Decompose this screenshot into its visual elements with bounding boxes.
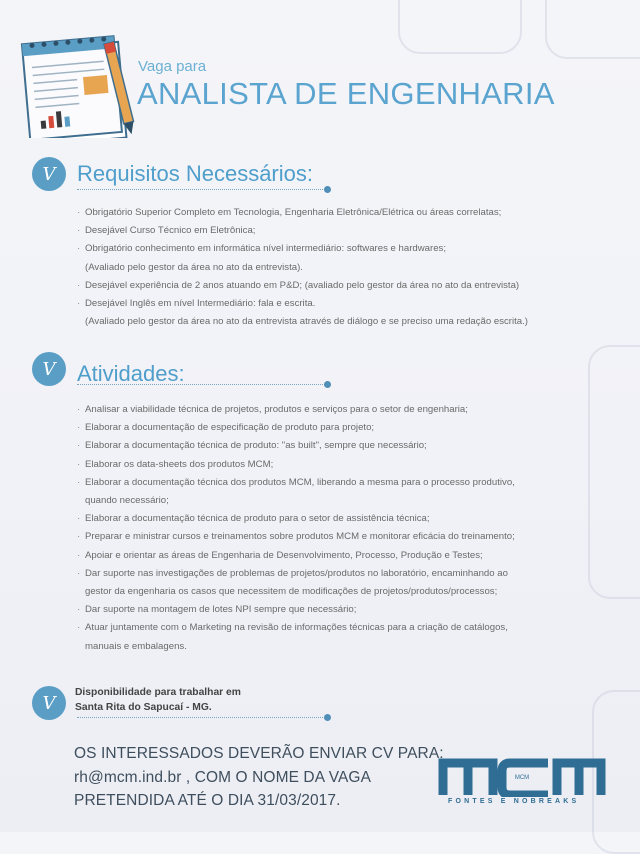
checkmark-badge-icon: V bbox=[32, 157, 66, 191]
list-item: · Elaborar a documentação de especificação de produto para projeto; bbox=[77, 419, 515, 437]
list-item: · Elaborar a documentação técnica de produto para o setor de assistência técnica; bbox=[77, 510, 515, 528]
logo-tagline: FONTES E NOBREAKS bbox=[448, 798, 580, 805]
list-item: · Dar suporte na montagem de lotes NPI sempre que necessário; bbox=[77, 601, 515, 619]
availability-text bbox=[75, 685, 241, 715]
list-item: · Desejável experiência de 2 anos atuando em P&D; (avaliado pelo gestor da área no ato da entrevista) bbox=[77, 277, 528, 295]
instructions-line: rh@mcm.ind.br , COM O NOME DA VAGA bbox=[74, 768, 372, 786]
requirements-list bbox=[77, 204, 528, 331]
section-divider bbox=[77, 189, 327, 190]
mcm-logo bbox=[438, 755, 606, 797]
list-item: (Avaliado pelo gestor da área no ato da entrevista). bbox=[85, 261, 303, 273]
page-title: ANALISTA DE ENGENHARIA bbox=[137, 76, 555, 111]
section-divider bbox=[77, 717, 327, 718]
instructions-line: PRETENDIDA ATÉ O DIA 31/03/2017. bbox=[74, 792, 341, 809]
list-item: manuais e embalagens. bbox=[85, 640, 187, 652]
activities-title: Atividades: bbox=[77, 361, 185, 386]
background-decoration bbox=[398, 0, 522, 54]
requirements-title: Requisitos Necessários: bbox=[77, 161, 313, 186]
notepad-icon bbox=[18, 34, 136, 138]
list-item: · Obrigatório conhecimento em informática nível intermediário: softwares e hardwares; bbox=[77, 240, 528, 258]
checkmark-badge-icon: V bbox=[32, 352, 66, 386]
list-item: · Preparar e ministrar cursos e treinamentos sobre produtos MCM e monitorar eficácia do treinamento; bbox=[77, 528, 515, 546]
section-divider bbox=[77, 384, 327, 385]
header-subtitle: Vaga para bbox=[138, 58, 207, 75]
availability-line: Santa Rita do Sapucaí - MG. bbox=[75, 702, 212, 713]
list-item: · Atuar juntamente com o Marketing na revisão de informações técnicas para a criação de catálogos, bbox=[77, 619, 515, 637]
list-item: · Desejável Curso Técnico em Eletrônica; bbox=[77, 222, 528, 240]
list-item: (Avaliado pelo gestor da área no ato da entrevista através de diálogo e se preciso uma redação escrita.) bbox=[85, 316, 528, 328]
list-item: · Apoiar e orientar as áreas de Engenharia de Desenvolvimento, Processo, Produção e Testes; bbox=[77, 547, 515, 565]
list-item: · Analisar a viabilidade técnica de projetos, produtos e serviços para o setor de engenharia; bbox=[77, 401, 515, 419]
instructions-line: OS INTERESSADOS DEVERÃO ENVIAR CV PARA: bbox=[74, 745, 444, 762]
list-item: · Elaborar os data-sheets dos produtos MCM; bbox=[77, 456, 515, 474]
checkmark-badge-icon: V bbox=[32, 686, 66, 720]
logo-name: MCM bbox=[514, 775, 530, 781]
list-item: · Desejável Inglês em nível Intermediário: fala e escrita. bbox=[77, 295, 528, 313]
activities-list bbox=[77, 401, 515, 656]
list-item: · Elaborar a documentação técnica de produto: "as built", sempre que necessário; bbox=[77, 437, 515, 455]
list-item: · Dar suporte nas investigações de problemas de projetos/produtos no laboratório, encaminhando ao bbox=[77, 565, 515, 583]
list-item: · Elaborar a documentação técnica dos produtos MCM, liberando a mesma para o processo produtivo, bbox=[77, 474, 515, 492]
list-item: quando necessário; bbox=[85, 495, 169, 507]
availability-line: Disponibilidade para trabalhar em bbox=[75, 687, 241, 698]
background-decoration bbox=[588, 345, 640, 599]
background-decoration bbox=[545, 0, 640, 59]
application-instructions bbox=[74, 742, 444, 813]
list-item: · Obrigatório Superior Completo em Tecnologia, Engenharia Eletrônica/Elétrica ou áreas correlatas; bbox=[77, 204, 528, 222]
list-item: gestor da engenharia os casos que necessitem de modificações de projetos/produtos/processos; bbox=[85, 586, 498, 598]
